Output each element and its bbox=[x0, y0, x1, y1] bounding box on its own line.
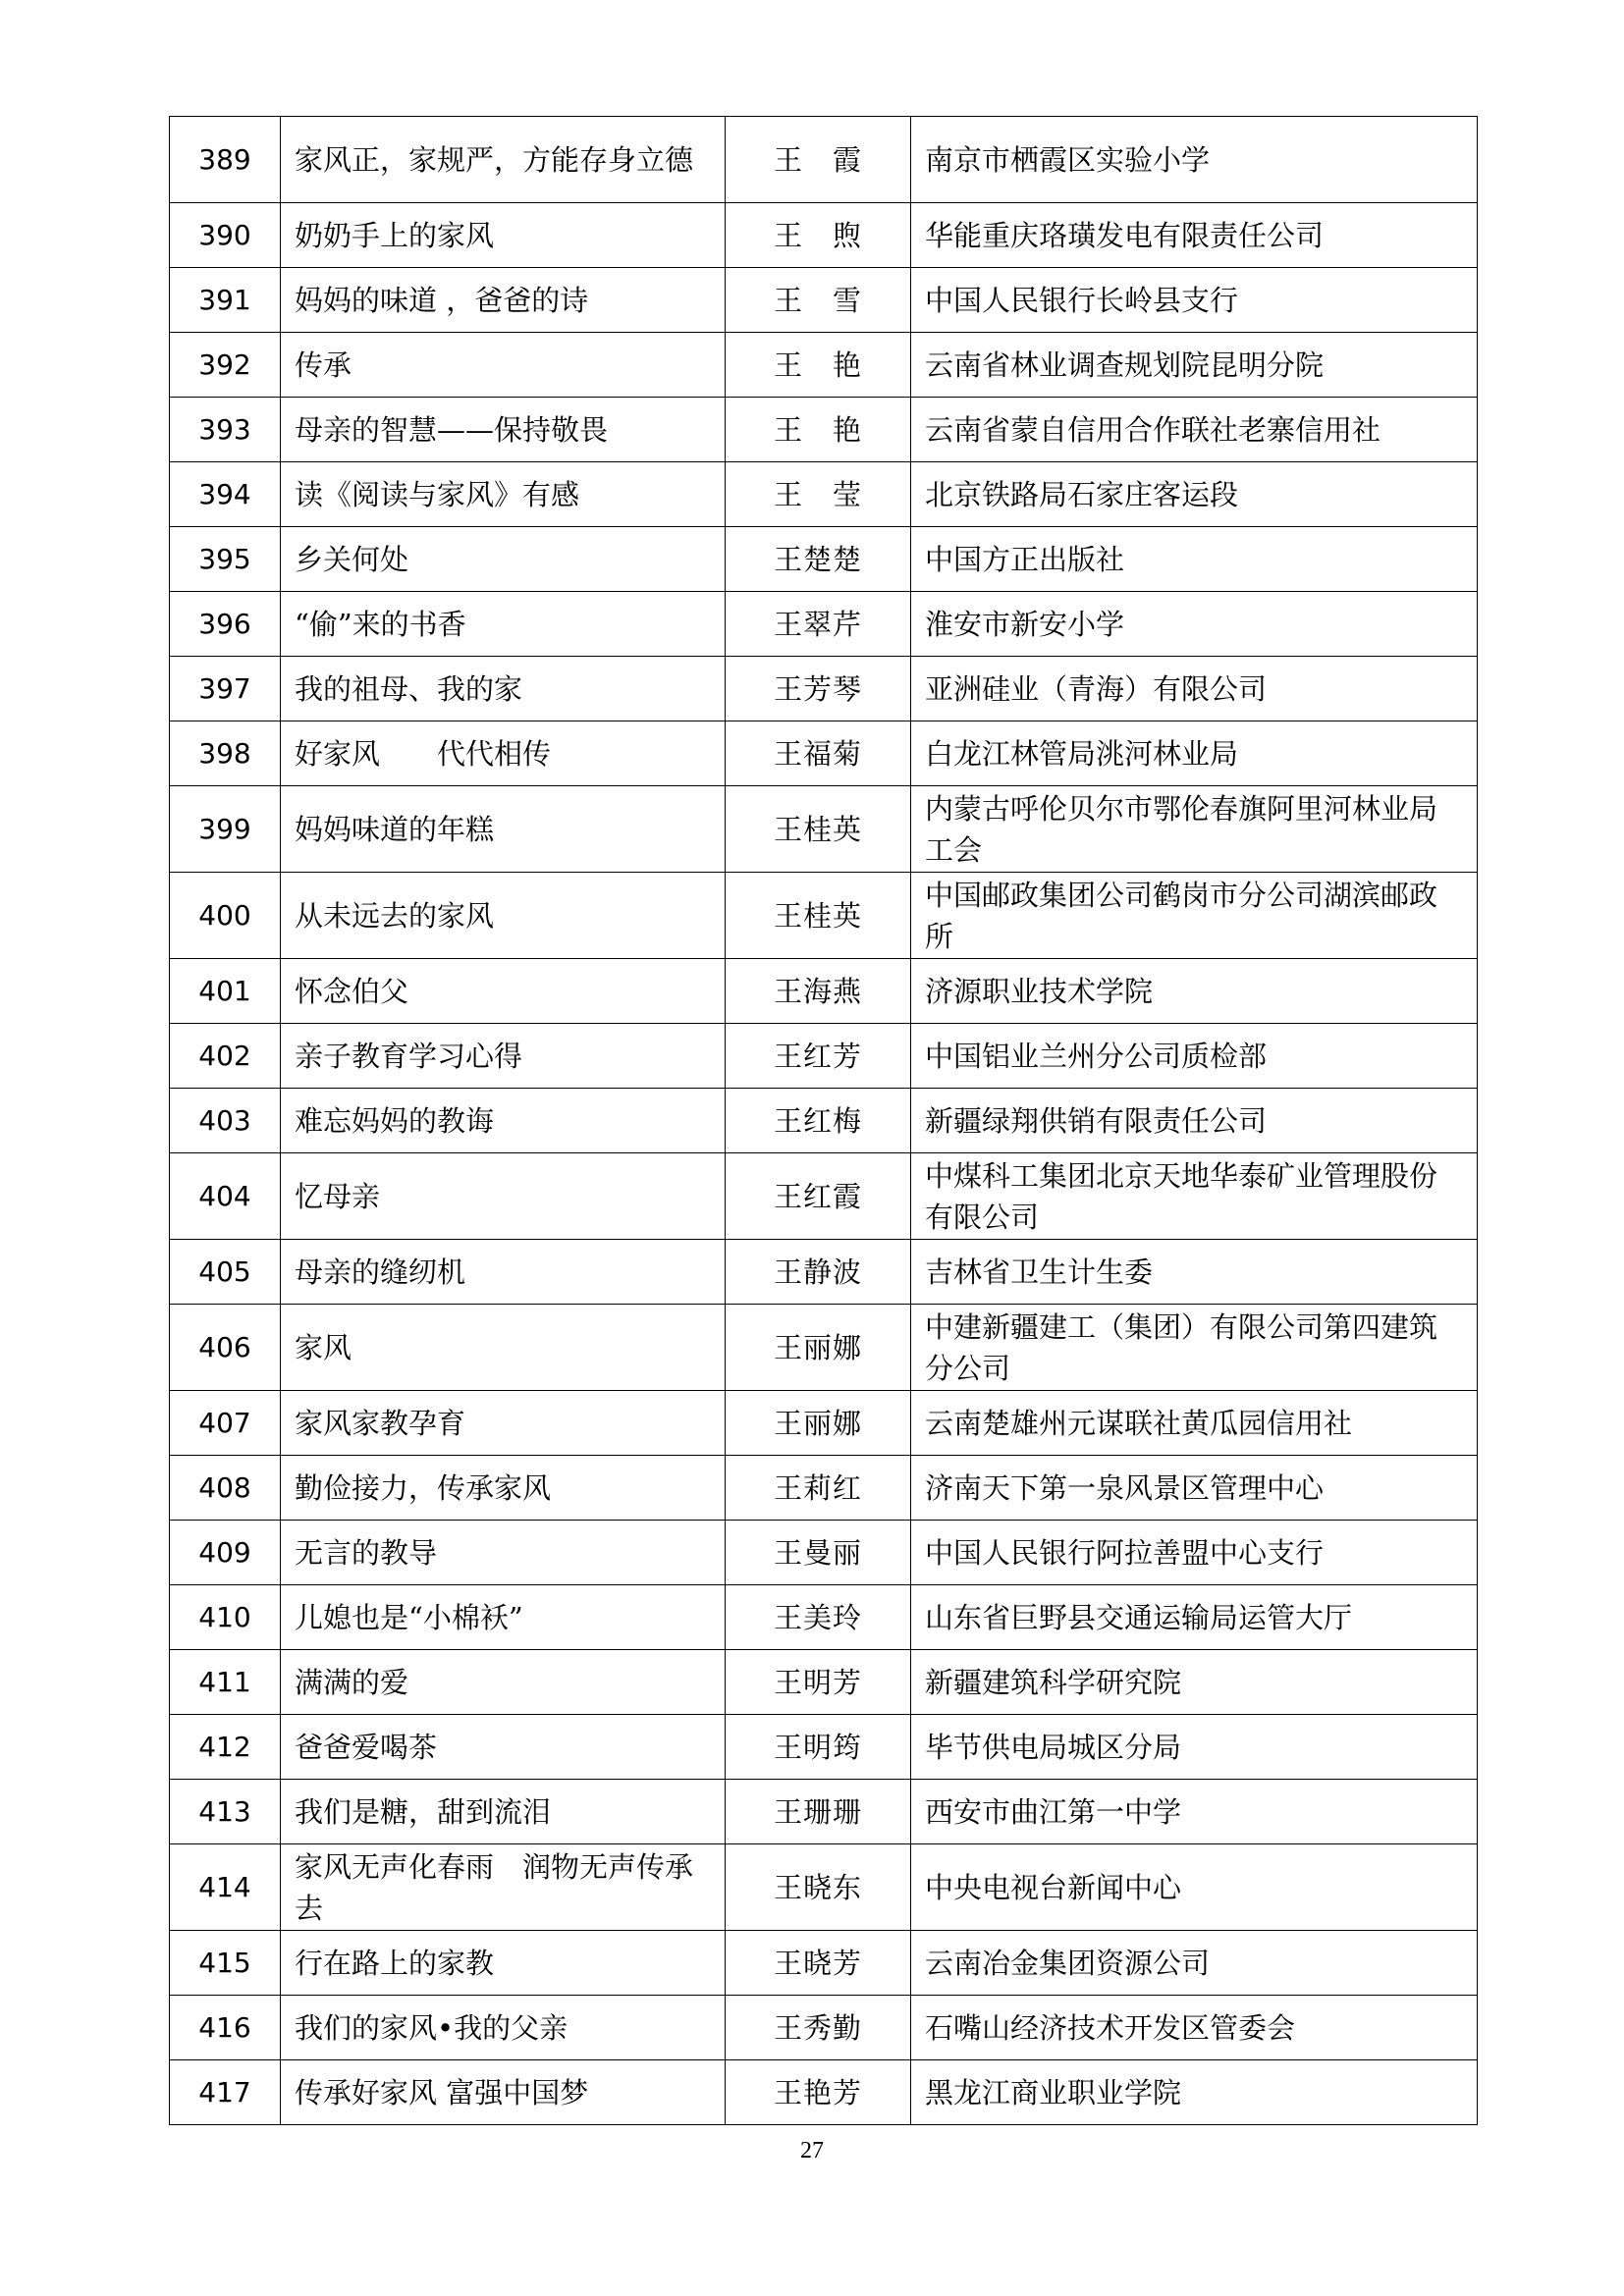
entry-number: 402 bbox=[170, 1024, 281, 1089]
entry-number: 410 bbox=[170, 1585, 281, 1650]
entry-title: 家风无声化春雨 润物无声传承去 bbox=[281, 1844, 726, 1931]
table-row bbox=[170, 398, 1478, 462]
author-name: 王海燕 bbox=[726, 959, 911, 1024]
entry-number: 403 bbox=[170, 1089, 281, 1153]
award-list-table bbox=[169, 116, 1478, 2125]
entry-number: 405 bbox=[170, 1240, 281, 1305]
entry-number: 413 bbox=[170, 1780, 281, 1844]
entry-title: 母亲的缝纫机 bbox=[281, 1240, 726, 1305]
author-name: 王桂英 bbox=[726, 786, 911, 873]
author-name: 王明芳 bbox=[726, 1650, 911, 1715]
table-row bbox=[170, 1844, 1478, 1931]
entry-number: 394 bbox=[170, 462, 281, 527]
author-name: 王丽娜 bbox=[726, 1305, 911, 1391]
author-organization: 中国方正出版社 bbox=[911, 527, 1478, 592]
entry-title: 勤俭接力，传承家风 bbox=[281, 1456, 726, 1521]
author-organization: 吉林省卫生计生委 bbox=[911, 1240, 1478, 1305]
entry-title: 忆母亲 bbox=[281, 1153, 726, 1240]
author-organization: 云南省林业调查规划院昆明分院 bbox=[911, 333, 1478, 398]
author-name: 王明筠 bbox=[726, 1715, 911, 1780]
author-name: 王 艳 bbox=[726, 333, 911, 398]
entry-title: 从未远去的家风 bbox=[281, 873, 726, 959]
author-name: 王红梅 bbox=[726, 1089, 911, 1153]
author-organization: 济源职业技术学院 bbox=[911, 959, 1478, 1024]
table-row bbox=[170, 1996, 1478, 2060]
entry-title: 读《阅读与家风》有感 bbox=[281, 462, 726, 527]
author-name: 王红霞 bbox=[726, 1153, 911, 1240]
entry-title: 亲子教育学习心得 bbox=[281, 1024, 726, 1089]
author-organization: 中国铝业兰州分公司质检部 bbox=[911, 1024, 1478, 1089]
entry-number: 395 bbox=[170, 527, 281, 592]
table-row bbox=[170, 527, 1478, 592]
entry-title: 难忘妈妈的教诲 bbox=[281, 1089, 726, 1153]
author-organization: 北京铁路局石家庄客运段 bbox=[911, 462, 1478, 527]
author-organization: 云南楚雄州元谋联社黄瓜园信用社 bbox=[911, 1391, 1478, 1456]
table-row bbox=[170, 1391, 1478, 1456]
author-name: 王桂英 bbox=[726, 873, 911, 959]
entry-number: 396 bbox=[170, 592, 281, 657]
table-row bbox=[170, 1521, 1478, 1585]
entry-title: 我们是糖，甜到流泪 bbox=[281, 1780, 726, 1844]
author-name: 王楚楚 bbox=[726, 527, 911, 592]
author-organization: 云南省蒙自信用合作联社老寨信用社 bbox=[911, 398, 1478, 462]
entry-number: 399 bbox=[170, 786, 281, 873]
author-organization: 山东省巨野县交通运输局运管大厅 bbox=[911, 1585, 1478, 1650]
author-organization: 黑龙江商业职业学院 bbox=[911, 2060, 1478, 2125]
entry-number: 407 bbox=[170, 1391, 281, 1456]
table-row bbox=[170, 1585, 1478, 1650]
author-organization: 中国人民银行阿拉善盟中心支行 bbox=[911, 1521, 1478, 1585]
table-row bbox=[170, 2060, 1478, 2125]
author-organization: 石嘴山经济技术开发区管委会 bbox=[911, 1996, 1478, 2060]
author-name: 王红芳 bbox=[726, 1024, 911, 1089]
table-row bbox=[170, 1650, 1478, 1715]
author-organization: 新疆绿翔供销有限责任公司 bbox=[911, 1089, 1478, 1153]
table-row bbox=[170, 592, 1478, 657]
table-row bbox=[170, 1715, 1478, 1780]
author-name: 王静波 bbox=[726, 1240, 911, 1305]
entry-number: 408 bbox=[170, 1456, 281, 1521]
entry-number: 397 bbox=[170, 657, 281, 721]
entry-number: 415 bbox=[170, 1931, 281, 1996]
entry-title: 奶奶手上的家风 bbox=[281, 203, 726, 268]
author-name: 王美玲 bbox=[726, 1585, 911, 1650]
author-organization: 南京市栖霞区实验小学 bbox=[911, 117, 1478, 203]
table-row bbox=[170, 462, 1478, 527]
author-name: 王晓东 bbox=[726, 1844, 911, 1931]
table-row bbox=[170, 1024, 1478, 1089]
author-name: 王 艳 bbox=[726, 398, 911, 462]
author-name: 王福菊 bbox=[726, 721, 911, 786]
table-row bbox=[170, 117, 1478, 203]
entry-title: 我的祖母、我的家 bbox=[281, 657, 726, 721]
author-organization: 亚洲硅业（青海）有限公司 bbox=[911, 657, 1478, 721]
table-row bbox=[170, 1240, 1478, 1305]
entry-number: 392 bbox=[170, 333, 281, 398]
table-row bbox=[170, 1089, 1478, 1153]
table-row bbox=[170, 721, 1478, 786]
author-name: 王艳芳 bbox=[726, 2060, 911, 2125]
entry-number: 391 bbox=[170, 268, 281, 333]
table-row bbox=[170, 268, 1478, 333]
entry-title: 妈妈味道的年糕 bbox=[281, 786, 726, 873]
author-organization: 中央电视台新闻中心 bbox=[911, 1844, 1478, 1931]
author-name: 王翠芹 bbox=[726, 592, 911, 657]
author-name: 王珊珊 bbox=[726, 1780, 911, 1844]
author-name: 王晓芳 bbox=[726, 1931, 911, 1996]
entry-title: 母亲的智慧——保持敬畏 bbox=[281, 398, 726, 462]
entry-number: 398 bbox=[170, 721, 281, 786]
table-row bbox=[170, 1780, 1478, 1844]
entry-number: 389 bbox=[170, 117, 281, 203]
entry-number: 406 bbox=[170, 1305, 281, 1391]
entry-number: 393 bbox=[170, 398, 281, 462]
author-name: 王曼丽 bbox=[726, 1521, 911, 1585]
author-name: 王 霞 bbox=[726, 117, 911, 203]
table-row bbox=[170, 1305, 1478, 1391]
entry-title: 我们的家风•我的父亲 bbox=[281, 1996, 726, 2060]
author-organization: 中建新疆建工（集团）有限公司第四建筑分公司 bbox=[911, 1305, 1478, 1391]
entry-number: 412 bbox=[170, 1715, 281, 1780]
table-row bbox=[170, 873, 1478, 959]
entry-number: 416 bbox=[170, 1996, 281, 2060]
table-row bbox=[170, 1456, 1478, 1521]
entry-title: “偷”来的书香 bbox=[281, 592, 726, 657]
author-name: 王 雪 bbox=[726, 268, 911, 333]
entry-number: 390 bbox=[170, 203, 281, 268]
author-name: 王 莹 bbox=[726, 462, 911, 527]
entry-title: 乡关何处 bbox=[281, 527, 726, 592]
entry-title: 家风正，家规严，方能存身立德 bbox=[281, 117, 726, 203]
author-organization: 淮安市新安小学 bbox=[911, 592, 1478, 657]
entry-number: 404 bbox=[170, 1153, 281, 1240]
author-name: 王丽娜 bbox=[726, 1391, 911, 1456]
author-organization: 新疆建筑科学研究院 bbox=[911, 1650, 1478, 1715]
author-organization: 中国人民银行长岭县支行 bbox=[911, 268, 1478, 333]
author-organization: 云南冶金集团资源公司 bbox=[911, 1931, 1478, 1996]
page-number: 27 bbox=[800, 2138, 824, 2163]
author-organization: 中煤科工集团北京天地华泰矿业管理股份有限公司 bbox=[911, 1153, 1478, 1240]
entry-title: 家风家教孕育 bbox=[281, 1391, 726, 1456]
entry-title: 怀念伯父 bbox=[281, 959, 726, 1024]
entry-number: 400 bbox=[170, 873, 281, 959]
table-row bbox=[170, 657, 1478, 721]
author-organization: 济南天下第一泉风景区管理中心 bbox=[911, 1456, 1478, 1521]
entry-title: 好家风 代代相传 bbox=[281, 721, 726, 786]
entry-number: 417 bbox=[170, 2060, 281, 2125]
author-organization: 内蒙古呼伦贝尔市鄂伦春旗阿里河林业局工会 bbox=[911, 786, 1478, 873]
table-body bbox=[170, 117, 1478, 2125]
table-row bbox=[170, 1153, 1478, 1240]
entry-number: 401 bbox=[170, 959, 281, 1024]
entry-title: 妈妈的味道 ，爸爸的诗 bbox=[281, 268, 726, 333]
author-name: 王芳琴 bbox=[726, 657, 911, 721]
entry-number: 409 bbox=[170, 1521, 281, 1585]
author-name: 王莉红 bbox=[726, 1456, 911, 1521]
entry-title: 满满的爱 bbox=[281, 1650, 726, 1715]
entry-title: 家风 bbox=[281, 1305, 726, 1391]
author-organization: 白龙江林管局洮河林业局 bbox=[911, 721, 1478, 786]
table-row bbox=[170, 203, 1478, 268]
entry-number: 411 bbox=[170, 1650, 281, 1715]
entry-title: 爸爸爱喝茶 bbox=[281, 1715, 726, 1780]
entry-number: 414 bbox=[170, 1844, 281, 1931]
table-row bbox=[170, 959, 1478, 1024]
author-organization: 华能重庆珞璜发电有限责任公司 bbox=[911, 203, 1478, 268]
entry-title: 儿媳也是“小棉袄” bbox=[281, 1585, 726, 1650]
author-organization: 毕节供电局城区分局 bbox=[911, 1715, 1478, 1780]
author-organization: 中国邮政集团公司鹤岗市分公司湖滨邮政所 bbox=[911, 873, 1478, 959]
entry-title: 无言的教导 bbox=[281, 1521, 726, 1585]
author-name: 王 煦 bbox=[726, 203, 911, 268]
author-organization: 西安市曲江第一中学 bbox=[911, 1780, 1478, 1844]
author-name: 王秀勤 bbox=[726, 1996, 911, 2060]
entry-title: 传承好家风 富强中国梦 bbox=[281, 2060, 726, 2125]
entry-title: 行在路上的家教 bbox=[281, 1931, 726, 1996]
entry-title: 传承 bbox=[281, 333, 726, 398]
table-row bbox=[170, 333, 1478, 398]
table-row bbox=[170, 1931, 1478, 1996]
table-row bbox=[170, 786, 1478, 873]
